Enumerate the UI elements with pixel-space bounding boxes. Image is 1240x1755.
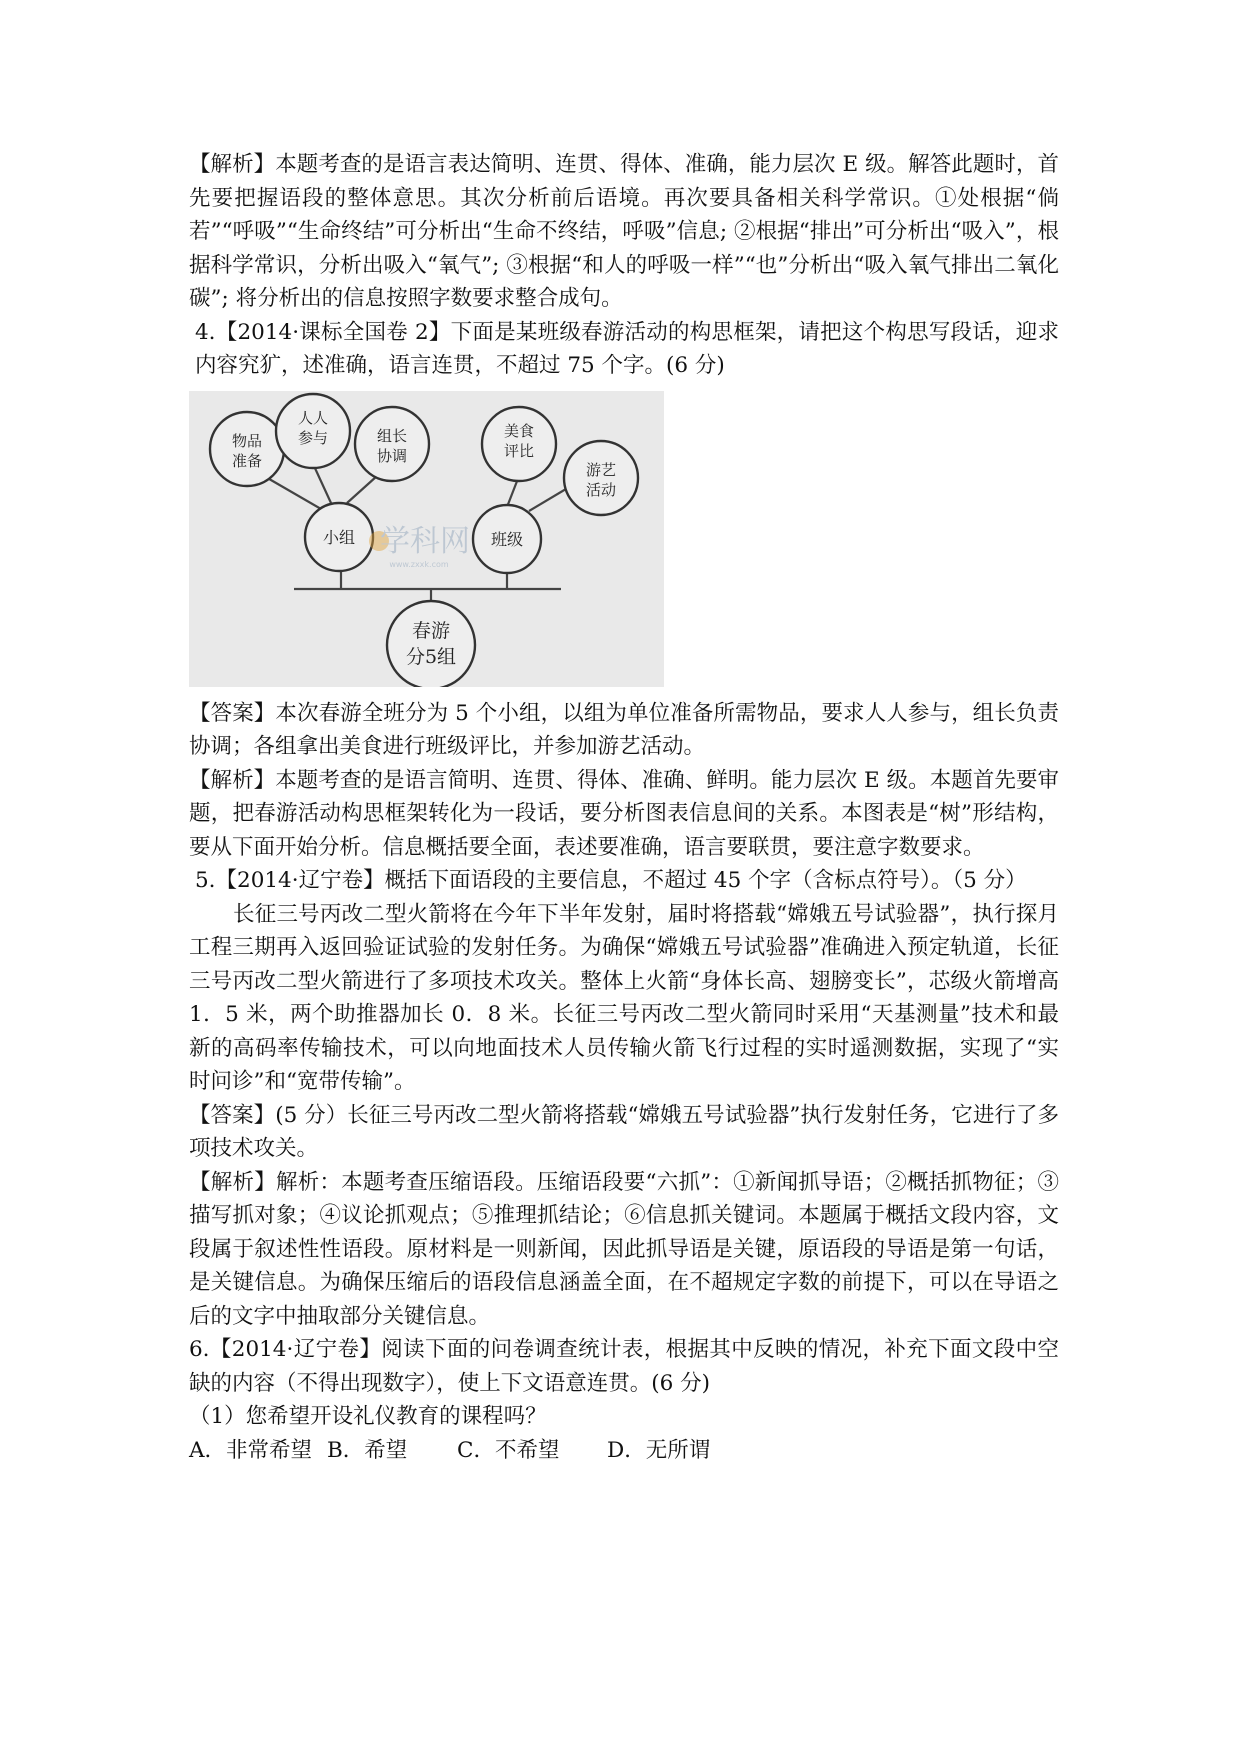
option-a: A．非常希望 <box>189 1437 313 1463</box>
question-6: 6.【2014·辽宁卷】阅读下面的问卷调查统计表，根据其中反映的情况，补充下面文段中空缺的内容（不得出现数字），使上下文语意连贯。(6 分) <box>189 1337 1059 1396</box>
option-d: D．无所谓 <box>607 1437 711 1463</box>
label-meishi-1: 美食 <box>503 421 535 440</box>
label-youyi-1: 游艺 <box>585 460 617 479</box>
option-b: B．希望 <box>327 1437 408 1463</box>
sub-question-1: （1）您希望开设礼仪教育的课程吗？ <box>189 1404 547 1429</box>
label-renren-1: 人人 <box>297 408 329 427</box>
label-youyi-2: 活动 <box>585 480 617 499</box>
label-chunyou-2: 分5组 <box>405 645 457 668</box>
label-banji: 班级 <box>490 529 524 549</box>
option-c: C．不希望 <box>457 1437 560 1463</box>
answer-5: 【答案】(5 分）长征三号丙改二型火箭将搭载“嫦娥五号试验器”执行发射任务，它进行了多项技术攻关。 <box>189 1102 1059 1161</box>
analysis-5: 【解析】解析：本题考查压缩语段。压缩语段要“六抓”：①新闻抓导语；②概括抓物征；③描写抓对象；④议论抓观点；⑤推理抓结论；⑥信息抓关键词。本题属于概括文段内容，文段属于叙述性性语段。原材料是一则新闻，因此抓导语是关键，原语段的导语是第一句话，是关键信息。为确保压缩后的语段信息涵盖全面，在不超规定字数的前提下，可以在导语之后的文字中抽取部分关键信息。 <box>189 1169 1059 1329</box>
question-4: 4.【2014·课标全国卷 2】下面是某班级春游活动的构思框架，请把这个构思写段话，迎求内容究犷，述准确，语言连贯，不超过 75 个字。(6 分) <box>195 319 1059 378</box>
analysis-paragraph-3: 【解析】本题考查的是语言表达简明、连贯、得体、准确，能力层次 E 级。解答此题时，首先要把握语段的整体意思。其次分析前后语境。再次要具备相关科学常识。①处根据“倘若”“呼吸”“生命终结”可分析出“生命不终结，呼吸”信息; ②根据“排出”可分析出“吸入”，根据科学常识，分析出吸入“氧气”; ③根据“和人的呼吸一样”“也”分析出“吸入氧气排出二氧化碳”; 将分析出的信息按照字数要求整合成句。 <box>189 152 1059 311</box>
label-wupin-1: 物品 <box>231 431 263 450</box>
label-meishi-2: 评比 <box>503 441 535 460</box>
question-5: 5.【2014·辽宁卷】概括下面语段的主要信息，不超过 45 个字（含标点符号）。（5 分） <box>195 868 1027 893</box>
watermark-url: www.zxxk.com <box>389 559 449 569</box>
options-row <box>189 1434 1059 1468</box>
label-xiaozu: 小组 <box>322 527 356 547</box>
node-chunyou <box>387 601 475 687</box>
label-chunyou-1: 春游 <box>411 619 451 642</box>
label-wupin-2: 准备 <box>231 451 263 470</box>
watermark-text: 学科网 <box>380 523 470 559</box>
label-zuzhang-1: 组长 <box>376 426 408 445</box>
label-renren-2: 参与 <box>297 428 329 447</box>
passage-5: 长征三号丙改二型火箭将在今年下半年发射，届时将搭载“嫦娥五号试验器”，执行探月工程三期再入返回验证试验的发射任务。为确保“嫦娥五号试验器”准确进入预定轨道，长征三号丙改二型火箭进行了多项技术攻关。整体上火箭“身体长高、翅膀变长”，芯级火箭增高 1．5 米，两个助推器加长 0．8 米。长征三号丙改二型火箭同时采用“天基测量”技术和最新的高码率传输技术，可以向地面技术人员传输火箭飞行过程的实时遥测数据，实现了“实时问诊”和“宽带传输”。 <box>189 901 1059 1094</box>
analysis-4: 【解析】本题考查的是语言简明、连贯、得体、准确、鲜明。能力层次 E 级。本题首先要审题，把春游活动构思框架转化为一段话，要分析图表信息间的关系。本图表是“树”形结构，要从下面开始分析。信息概括要全面，表述要准确，语言要联贯，要注意字数要求。 <box>189 767 1059 860</box>
spring-trip-tree-diagram <box>189 391 664 687</box>
label-zuzhang-2: 协调 <box>376 446 408 465</box>
document-page <box>189 148 1059 1467</box>
answer-4: 【答案】本次春游全班分为 5 个小组，以组为单位准备所需物品，要求人人参与，组长负责协调；各组拿出美食进行班级评比，并参加游艺活动。 <box>189 700 1059 759</box>
